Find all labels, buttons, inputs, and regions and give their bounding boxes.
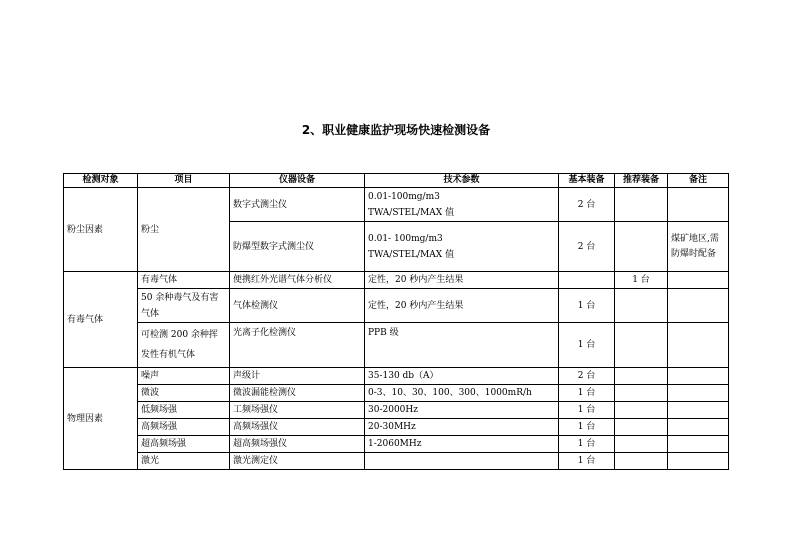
header-recommended-equipment: 推荐装备 — [615, 174, 668, 188]
param-cell — [365, 188, 559, 222]
item-line: 气体 — [141, 308, 160, 319]
recommended-cell — [615, 453, 668, 470]
table-row — [64, 436, 729, 453]
header-item: 项目 — [138, 174, 230, 188]
note-cell — [668, 419, 729, 436]
param-line: TWA/STEL/MAX 值 — [368, 249, 455, 260]
page-title: 2、职业健康监护现场快速检测设备 — [301, 123, 491, 137]
basic-cell: 1 台 — [559, 436, 615, 453]
recommended-cell — [615, 368, 668, 385]
basic-cell: 1 台 — [559, 402, 615, 419]
recommended-cell — [615, 385, 668, 402]
device-cell: 数字式测尘仪 — [230, 188, 365, 222]
device-cell: 激光测定仪 — [230, 453, 365, 470]
recommended-cell — [615, 289, 668, 323]
note-cell — [668, 368, 729, 385]
param-cell: 定性，20 秒内产生结果 — [365, 272, 559, 289]
group-dust-object: 粉尘因素 — [64, 188, 138, 272]
note-cell — [668, 385, 729, 402]
param-cell: 30-2000Hz — [365, 402, 559, 419]
basic-cell: 1 台 — [559, 385, 615, 402]
param-cell: 定性，20 秒内产生结果 — [365, 289, 559, 323]
param-line: 0.01- 100mg/m3 — [368, 233, 443, 244]
note-cell — [668, 402, 729, 419]
recommended-cell — [615, 419, 668, 436]
item-line: 发性有机气体 — [141, 350, 196, 360]
table-header-row — [64, 174, 729, 188]
item-cell: 低频场强 — [138, 402, 230, 419]
item-cell: 噪声 — [138, 368, 230, 385]
basic-cell: 1 台 — [559, 419, 615, 436]
header-device: 仪器设备 — [230, 174, 365, 188]
header-notes: 备注 — [668, 174, 729, 188]
recommended-cell — [615, 222, 668, 272]
item-line: 50 余种毒气及有害 — [141, 292, 219, 303]
param-cell: 0-3、10、30、100、300、1000mR/h — [365, 385, 559, 402]
device-cell: 气体检测仪 — [230, 289, 365, 323]
device-cell: 声级计 — [230, 368, 365, 385]
table-row — [64, 272, 729, 289]
item-cell: 有毒气体 — [138, 272, 230, 289]
item-cell — [138, 289, 230, 323]
param-cell — [365, 453, 559, 470]
group-physical-object: 物理因素 — [64, 368, 138, 470]
device-cell: 高频场强仪 — [230, 419, 365, 436]
item-cell — [138, 323, 230, 368]
table-row — [64, 368, 729, 385]
table-row — [64, 402, 729, 419]
param-cell: 1-2060MHz — [365, 436, 559, 453]
header-detection-object: 检测对象 — [64, 174, 138, 188]
device-cell: 微波漏能检测仪 — [230, 385, 365, 402]
note-cell: 煤矿地区,需防爆时配备 — [668, 222, 729, 272]
item-cell: 高频场强 — [138, 419, 230, 436]
header-tech-params: 技术参数 — [365, 174, 559, 188]
item-cell: 激光 — [138, 453, 230, 470]
device-cell: 工频场强仪 — [230, 402, 365, 419]
table-row — [64, 453, 729, 470]
param-cell: PPB 级 — [365, 323, 559, 368]
group-gas-object: 有毒气体 — [64, 272, 138, 368]
table-row — [64, 188, 729, 222]
device-cell: 便携红外光谱气体分析仪 — [230, 272, 365, 289]
note-cell — [668, 188, 729, 222]
basic-cell: 1 台 — [559, 453, 615, 470]
header-basic-equipment: 基本装备 — [559, 174, 615, 188]
basic-cell: 1 台 — [559, 289, 615, 323]
param-line: 0.01-100mg/m3 — [368, 191, 440, 202]
table-row — [64, 419, 729, 436]
basic-cell: 1 台 — [559, 323, 615, 368]
param-cell: 35-130 db（A） — [365, 368, 559, 385]
note-cell — [668, 289, 729, 323]
basic-cell: 2 台 — [559, 188, 615, 222]
param-line: TWA/STEL/MAX 值 — [368, 207, 455, 218]
basic-cell: 2 台 — [559, 222, 615, 272]
recommended-cell — [615, 323, 668, 368]
note-cell — [668, 323, 729, 368]
device-cell: 光离子化检测仪 — [230, 323, 365, 368]
equipment-table — [63, 173, 729, 470]
recommended-cell — [615, 188, 668, 222]
note-cell — [668, 436, 729, 453]
device-cell: 超高频场强仪 — [230, 436, 365, 453]
note-cell — [668, 453, 729, 470]
table-row — [64, 323, 729, 368]
param-cell — [365, 222, 559, 272]
table-row — [64, 289, 729, 323]
group-dust-item: 粉尘 — [138, 188, 230, 272]
note-cell — [668, 272, 729, 289]
item-cell: 微波 — [138, 385, 230, 402]
recommended-cell — [615, 402, 668, 419]
item-line: 可检测 200 余种挥 — [141, 330, 218, 340]
param-cell: 20-30MHz — [365, 419, 559, 436]
basic-cell: 2 台 — [559, 368, 615, 385]
recommended-cell: 1 台 — [615, 272, 668, 289]
basic-cell — [559, 272, 615, 289]
table-row — [64, 385, 729, 402]
device-cell: 防爆型数字式测尘仪 — [230, 222, 365, 272]
item-cell: 超高频场强 — [138, 436, 230, 453]
recommended-cell — [615, 436, 668, 453]
